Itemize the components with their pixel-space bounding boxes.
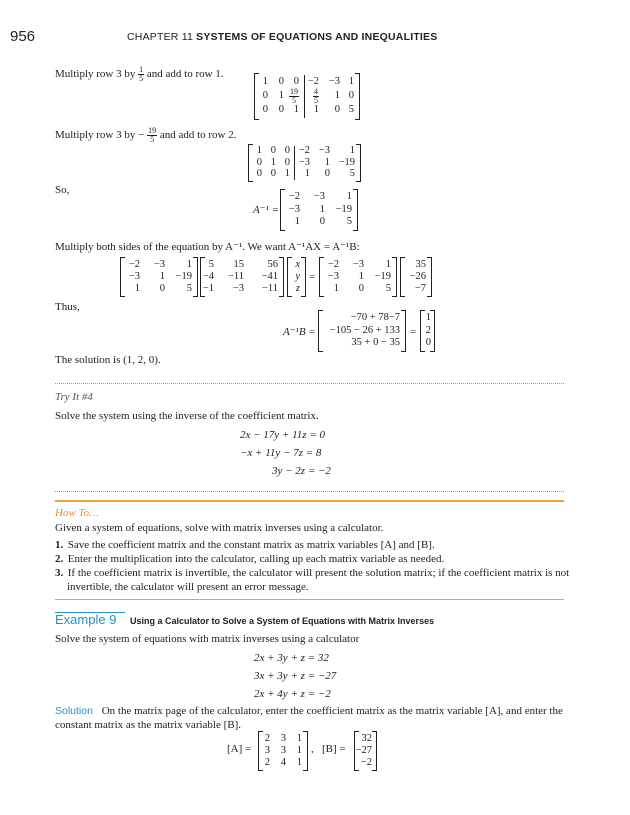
- matrix-cell: 0: [270, 167, 276, 179]
- bracket-left: [280, 189, 285, 231]
- step-text: Save the coefficient matrix and the constant matrix as matrix variables [A] and [B].: [67, 539, 435, 551]
- matrix-cell: 1: [296, 732, 302, 744]
- bracket-left: [248, 144, 253, 182]
- matrix-cell: 0: [159, 282, 165, 294]
- bracket-left: [287, 257, 292, 297]
- matrix-cell: 1: [294, 216, 300, 228]
- matrix-cell: 0: [319, 216, 325, 228]
- augment-divider: [304, 75, 305, 118]
- example-label: Example 9: [55, 612, 117, 627]
- matrix-cell: −11: [261, 282, 278, 294]
- ainvb-label: A⁻¹B =: [283, 326, 316, 338]
- equals-sign-2: =: [410, 326, 417, 338]
- matrix-cell: 0: [270, 145, 276, 157]
- bracket-left: [318, 310, 323, 352]
- solution-label: Solution: [55, 705, 93, 717]
- matrix-cell: 1: [262, 75, 268, 87]
- matrix-cell: −3: [328, 75, 340, 87]
- step-text: invertible, the calculator will present an error message.: [67, 581, 309, 593]
- step2-frac-den: 5: [150, 135, 155, 144]
- example-title: Using a Calculator to Solve a System of Equations with Matrix Inverses: [130, 616, 435, 626]
- matrix-cell: 1: [319, 203, 325, 215]
- matrix-cell: −2: [307, 75, 319, 87]
- matrix-cell: −2: [360, 756, 372, 768]
- step1-fraction: [138, 66, 144, 83]
- how-to-step-2: [55, 552, 565, 566]
- B-label: [B] =: [322, 743, 346, 755]
- matrix-cell: −11: [227, 270, 244, 282]
- matrix-cell: 1: [270, 156, 276, 168]
- step2-frac-num: 19: [148, 126, 157, 135]
- matrix-cell: 5: [208, 258, 214, 270]
- matrix-cell: 4: [280, 756, 286, 768]
- augmented-matrix-2: [248, 144, 361, 182]
- product-matrix-inverse-rhs: [319, 257, 397, 297]
- matrix-cell: −19: [175, 270, 192, 282]
- how-to-step-1: [55, 538, 565, 552]
- matrix-cell: −2: [327, 258, 339, 270]
- matrix-cell: 0: [262, 90, 268, 101]
- solution-text-line-2: constant matrix as the matrix variable [B].: [55, 719, 242, 731]
- bracket-right: [301, 257, 306, 297]
- matrix-cell: 1: [385, 258, 391, 270]
- step1-text-b: and add to row 1.: [146, 68, 224, 81]
- try-it-prompt: Solve the system using the inverse of the coefficient matrix.: [55, 410, 319, 422]
- matrix-cell: [289, 88, 299, 105]
- try-it-equation-2: −x + 11y − 7z = 8: [240, 447, 322, 459]
- page-number: 956: [10, 28, 36, 45]
- example-prompt: Solve the system of equations with matrix inverses using a calculator: [55, 633, 360, 645]
- bracket-right: [401, 310, 406, 352]
- matrix-cell: 35 + 0 − 35: [351, 337, 400, 349]
- matrix-cell: −19: [338, 156, 355, 168]
- solution-statement: The solution is (1, 2, 0).: [55, 354, 161, 366]
- augmented-matrix-1: [254, 73, 360, 120]
- chapter-prefix: CHAPTER 11: [127, 31, 193, 43]
- augment-divider: [294, 146, 295, 180]
- example-equation-3: 2x + 4y + z = −2: [254, 688, 331, 700]
- matrix-cell: 1: [348, 75, 354, 87]
- step-text: If the coefficient matrix is invertible, the calculator will present the solution matrix; if the coefficient matrix is not: [67, 567, 570, 579]
- matrix-cell: −3: [288, 203, 300, 215]
- matrix-cell: 1: [425, 311, 431, 323]
- matrix-cell: −19: [374, 270, 391, 282]
- matrix-cell: 1: [324, 156, 330, 168]
- bracket-right: [353, 189, 358, 231]
- equals-sign: =: [309, 271, 316, 283]
- so-label: So,: [55, 184, 70, 196]
- step1-frac-num: 1: [139, 65, 144, 74]
- bracket-left: [254, 73, 259, 120]
- thus-label: Thus,: [55, 301, 80, 313]
- step1-frac-den: 5: [139, 74, 144, 83]
- matrix-cell: 3: [280, 744, 286, 756]
- matrix-cell: 1: [349, 145, 355, 157]
- matrix-cell: 1: [334, 90, 340, 101]
- bracket-right: [356, 144, 361, 182]
- matrix-cell: 1: [304, 167, 310, 179]
- bracket-left: [400, 257, 405, 297]
- step-number: 2.: [55, 553, 64, 565]
- matrix-cell: 5: [348, 104, 354, 116]
- bracket-right: [392, 257, 397, 297]
- matrix-cell: 1: [159, 270, 165, 282]
- how-to-steps: [55, 538, 570, 594]
- inverse-matrix: [280, 189, 358, 231]
- step1-text-a: Multiply row 3 by: [55, 68, 136, 81]
- bracket-left: [120, 257, 125, 297]
- matrix-cell: −3: [352, 258, 364, 270]
- matrix-cell-fraction: $\frac{4}{5}$: [314, 87, 318, 105]
- matrix-cell: −41: [261, 270, 278, 282]
- bracket-left: [420, 310, 425, 352]
- matrix-cell: −2: [288, 190, 300, 202]
- matrix-cell: −27: [355, 744, 372, 756]
- matrix-cell: 1: [333, 282, 339, 294]
- bracket-right: [372, 731, 377, 771]
- matrix-cell: 0: [284, 145, 290, 157]
- product-constant-vector: [400, 257, 432, 297]
- matrix-cell: −3: [313, 190, 325, 202]
- matrix-cell: 15: [233, 258, 244, 270]
- how-to-step-3-cont: [55, 580, 565, 594]
- try-it-top-rule: [55, 383, 564, 384]
- solution-text-line-1: On the matrix page of the calculator, enter the coefficient matrix as the matrix variable [A], and enter the: [101, 705, 563, 717]
- matrix-cell: −105 − 26 + 133: [329, 324, 400, 336]
- step2-text: [55, 127, 237, 144]
- step-number: 1.: [55, 539, 64, 551]
- matrix-cell: 3: [280, 732, 286, 744]
- matrix-cell: 2: [264, 756, 270, 768]
- A-label: [A] =: [227, 743, 252, 755]
- matrix-cell: −3: [298, 156, 310, 168]
- solution-paragraph-line-1: [55, 704, 563, 718]
- bracket-left: [258, 731, 263, 771]
- constant-matrix-B: [354, 731, 377, 771]
- matrix-cell: 5: [186, 282, 192, 294]
- how-to-step-3: [55, 566, 570, 580]
- matrix-cell: 0: [293, 75, 299, 87]
- matrix-cell: 0: [324, 167, 330, 179]
- matrix-cell: 1: [296, 744, 302, 756]
- matrix-cell: 5: [385, 282, 391, 294]
- try-it-equation-1: 2x − 17y + 11z = 0: [240, 429, 325, 441]
- matrix-cell: 1: [186, 258, 192, 270]
- try-it-equation-3: 3y − 2z = −2: [272, 465, 331, 477]
- matrix-cell: 0: [425, 337, 431, 349]
- bracket-right: [355, 73, 360, 120]
- matrix-cell: 0: [256, 167, 262, 179]
- matrix-cell: −1: [202, 282, 214, 294]
- how-to-top-rule: [55, 500, 564, 502]
- result-value-vector: [420, 310, 435, 352]
- matrix-cell: −3: [128, 270, 140, 282]
- matrix-cell: 0: [256, 156, 262, 168]
- matrix-cell: 0: [278, 104, 284, 116]
- matrix-cell: −4: [202, 270, 214, 282]
- matrix-cell: 5: [349, 167, 355, 179]
- step1-text: [55, 66, 224, 83]
- matrix-cell: 1: [278, 90, 284, 101]
- try-it-bottom-rule: [55, 491, 564, 492]
- how-to-intro: Given a system of equations, solve with matrix inverses using a calculator.: [55, 522, 384, 534]
- matrix-cell: −3: [327, 270, 339, 282]
- matrix-cell: −70 + 78−7: [350, 311, 400, 323]
- how-to-bottom-rule: [55, 599, 564, 600]
- matrix-cell: −2: [128, 258, 140, 270]
- matrix-cell: y: [295, 270, 300, 282]
- matrix-cell: −26: [409, 270, 426, 282]
- matrix-cell: 0: [284, 156, 290, 168]
- chapter-title: SYSTEMS OF EQUATIONS AND INEQUALITIES: [196, 31, 438, 43]
- bracket-right: [279, 257, 284, 297]
- matrix-cell: 1: [256, 145, 262, 157]
- matrix-cell: [313, 88, 319, 105]
- matrix-cell: 5: [346, 216, 352, 228]
- matrix-separator-comma: ,: [311, 743, 314, 755]
- step2-text-a: Multiply row 3 by −: [55, 129, 145, 142]
- matrix-cell-fraction: $\frac{19}{5}$: [290, 87, 298, 105]
- step-number: 3.: [55, 567, 64, 579]
- matrix-cell: 1: [296, 756, 302, 768]
- matrix-cell: −7: [414, 282, 426, 294]
- matrix-cell: −3: [318, 145, 330, 157]
- step2-text-b: and add to row 2.: [159, 129, 237, 142]
- bracket-right: [193, 257, 198, 297]
- matrix-cell: 3: [264, 744, 270, 756]
- product-matrix-coeff: [200, 257, 284, 297]
- matrix-cell: 0: [358, 282, 364, 294]
- multiply-text: Multiply both sides of the equation by A⁻¹. We want A⁻¹AX = A⁻¹B:: [55, 241, 360, 253]
- step-text: Enter the multiplication into the calculator, calling up each matrix variable as needed.: [67, 553, 445, 565]
- example-equation-1: 2x + 3y + z = 32: [254, 652, 329, 664]
- matrix-cell: 35: [415, 258, 426, 270]
- matrix-cell: 1: [134, 282, 140, 294]
- chapter-heading: [127, 31, 437, 43]
- coefficient-matrix-A: [258, 731, 308, 771]
- matrix-cell: 1: [346, 190, 352, 202]
- matrix-cell: 1: [313, 104, 319, 116]
- matrix-cell: −19: [335, 203, 352, 215]
- bracket-left: [319, 257, 324, 297]
- matrix-cell: 1: [358, 270, 364, 282]
- example-equation-2: 3x + 3y + z = −27: [254, 670, 337, 682]
- matrix-cell: 1: [284, 167, 290, 179]
- bracket-right: [303, 731, 308, 771]
- matrix-cell: 32: [361, 732, 372, 744]
- matrix-cell: 0: [334, 104, 340, 116]
- step2-fraction: [147, 127, 157, 144]
- matrix-cell: −3: [232, 282, 244, 294]
- matrix-cell: x: [295, 258, 300, 270]
- bracket-right: [427, 257, 432, 297]
- result-expression-matrix: [318, 310, 406, 352]
- matrix-cell: 0: [348, 90, 354, 101]
- matrix-cell: 0: [278, 75, 284, 87]
- matrix-cell: −3: [153, 258, 165, 270]
- how-to-title: How To…: [55, 507, 99, 519]
- matrix-cell: −2: [298, 145, 310, 157]
- try-it-title: Try It #4: [55, 391, 93, 403]
- matrix-cell: 2: [264, 732, 270, 744]
- product-matrix-inverse: [120, 257, 198, 297]
- matrix-cell: z: [295, 282, 300, 294]
- ainv-label: A⁻¹ =: [253, 204, 279, 216]
- matrix-cell: 56: [267, 258, 278, 270]
- matrix-cell: 0: [262, 104, 268, 116]
- matrix-cell: 1: [293, 104, 299, 116]
- product-variable-vector: [287, 257, 306, 297]
- matrix-cell: 2: [425, 324, 431, 336]
